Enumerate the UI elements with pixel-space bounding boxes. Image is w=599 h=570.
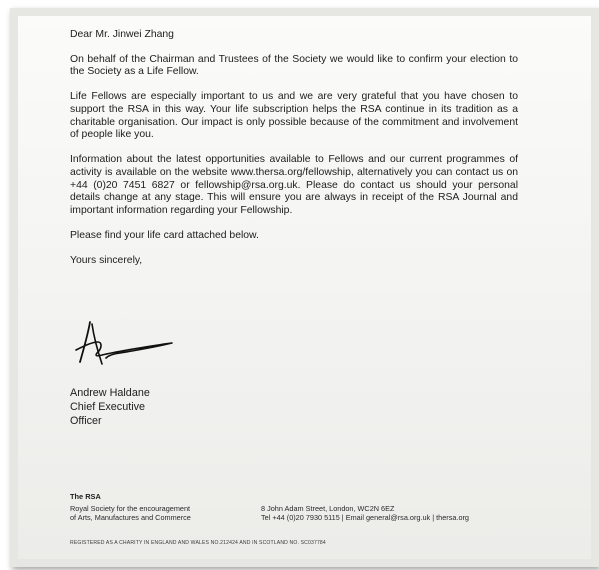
- footer-contact: Tel +44 (0)20 7930 5115 | Email general@rsa.org.uk | thersa.org: [261, 512, 469, 522]
- paragraph-confirmation: On behalf of the Chairman and Trustees of the Society we would like to confirm your election to the Society as a Life Fellow.: [70, 53, 518, 78]
- footer-org-line-2: of Arts, Manufactures and Commerce: [70, 512, 191, 522]
- letter-body: [70, 29, 518, 267]
- footer-contact-block: [261, 505, 571, 522]
- picture-frame: [10, 8, 599, 567]
- footer-org-description: [70, 505, 260, 522]
- paragraph-life-card: Please find your life card attached below.: [70, 229, 259, 241]
- signer-title-line-1: Chief Executive: [70, 401, 146, 413]
- handwritten-signature: [68, 312, 178, 368]
- letter-page: [18, 16, 591, 559]
- signer-title-line-2: Officer: [70, 415, 102, 427]
- footer-org-name: The RSA: [70, 492, 101, 501]
- salutation: Dear Mr. Jinwei Zhang: [70, 29, 174, 40]
- paragraph-information: Information about the latest opportunities available to Fellows and our current programmes of activity is available on the website www.thersa.org/fellowship, alternatively you can contact us on +44 (0)20 7451 6827 or fellowship@rsa.org.uk. Please do contact us should your personal details change at any stage. This will ensure you are always in receipt of the RSA Journal and important information regarding your Fellowship.: [70, 154, 518, 216]
- paragraph-life-fellows: Life Fellows are especially important to us and we are very grateful that you have chosen to support the RSA in this way. Your life subscription helps the RSA continue in its tradition as a charitable organisation. Our impact is only possible because of the commitment and involvement of people like you.: [70, 91, 518, 141]
- signer-block: [70, 386, 150, 428]
- footer-org-line-1: Royal Society for the encouragement: [70, 504, 191, 513]
- closing: Yours sincerely,: [70, 254, 143, 266]
- signature-graphic: [68, 312, 178, 368]
- footer-address: 8 John Adam Street, London, WC2N 6EZ: [261, 504, 395, 513]
- signer-name: Andrew Haldane: [70, 387, 150, 399]
- charity-registration: REGISTERED AS A CHARITY IN ENGLAND AND WALES NO.212424 AND IN SCOTLAND NO. SC037784: [70, 540, 326, 546]
